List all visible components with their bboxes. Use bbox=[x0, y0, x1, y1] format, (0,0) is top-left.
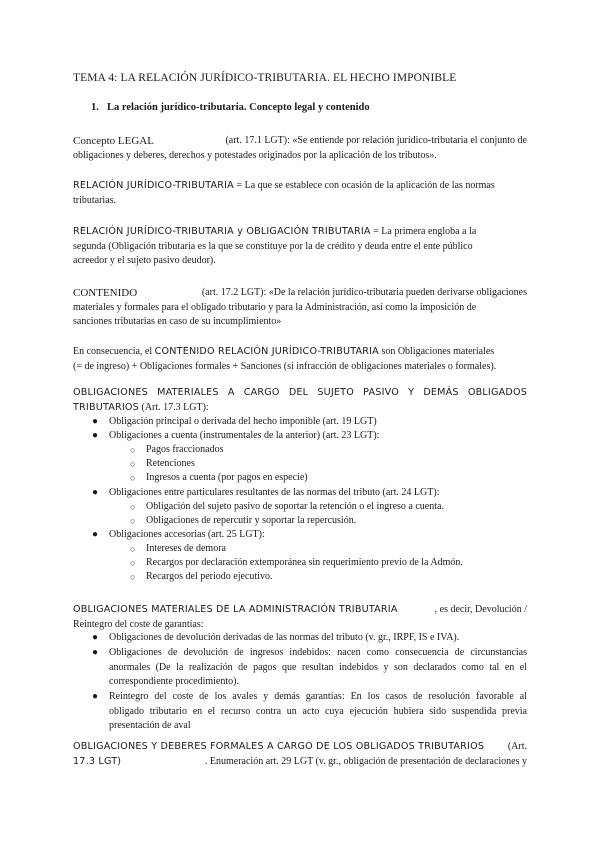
relacion-obligacion-lead: RELACIÓN JURÍDICO-TRIBUTARIA y OBLIGACIÓN TRIBUTARIA bbox=[73, 226, 371, 237]
paragraph-contenido bbox=[73, 286, 527, 330]
concepto-line2: obligaciones y deberes, derechos y potestades originados por la aplicación de los tributos». bbox=[73, 149, 437, 161]
formales-line2a: 17.3 LGT) bbox=[73, 755, 122, 767]
bullet-icon: ● bbox=[92, 487, 99, 498]
list-item: Obligaciones entre particulares resultantes de las normas del tributo (art. 24 LGT): bbox=[109, 487, 440, 498]
sub-bullet-icon: ○ bbox=[130, 558, 136, 568]
heading-materiales-sujeto-pasivo bbox=[73, 386, 527, 415]
paragraph-consecuencia bbox=[73, 345, 527, 374]
contenido-line2: materiales y formales para el obligado tributario y para la Administración, así como la imposición de bbox=[73, 301, 477, 313]
list-item: Obligación principal o derivada del hecho imponible (art. 19 LGT) bbox=[109, 416, 377, 427]
list-item: Obligaciones accesorias (art. 25 LGT): bbox=[109, 529, 265, 540]
adm-b3-line2: obligado tributario en el recurso contra un acto cuya ejecución hubiera sido suspendida previa bbox=[109, 705, 527, 717]
bullet-icon: ● bbox=[92, 416, 99, 427]
paragraph-relacion bbox=[73, 179, 527, 208]
sub-bullet-icon: ○ bbox=[130, 502, 136, 512]
formales-line2b: . Enumeración art. 29 LGT (v. gr., obligación de presentación de declaraciones y bbox=[204, 755, 527, 767]
relacion-obligacion-line3: acreedor y el sujeto pasivo deudor). bbox=[73, 255, 216, 266]
sub-list-item: Obligación del sujeto pasivo de soportar la retención o el ingreso a cuenta. bbox=[146, 501, 444, 512]
adm-b2-line3: correspondiente procedimiento). bbox=[109, 676, 239, 687]
sub-list-item: Obligaciones de repercutir y soportar la repercusión. bbox=[146, 515, 357, 526]
sub-list-item: Recargos del periodo ejecutivo. bbox=[146, 571, 273, 582]
contenido-line3: sanciones tributarias en caso de su incumplimiento» bbox=[73, 316, 282, 327]
paragraph-relacion-obligacion bbox=[73, 225, 527, 269]
bullet-icon: ● bbox=[92, 529, 99, 540]
sub-list-item: Intereses de demora bbox=[146, 543, 226, 554]
sub-bullet-icon: ○ bbox=[130, 473, 136, 483]
bullet-icon: ● bbox=[92, 632, 99, 643]
heading-materiales-administracion bbox=[73, 603, 527, 632]
sub-bullet-icon: ○ bbox=[130, 572, 136, 582]
page-title: TEMA 4: LA RELACIÓN JURÍDICO-TRIBUTARIA. EL HECHO IMPONIBLE bbox=[73, 72, 457, 84]
section-title: La relación jurídico-tributaria. Concepto legal y contenido bbox=[107, 102, 370, 113]
relacion-obligacion-line2: segunda (Obligación tributaria es la que se constituye por la de crédito y deuda entre el ente público bbox=[73, 240, 473, 252]
sub-list-item: Retenciones bbox=[146, 458, 195, 469]
adm-b3-line3: presentación de aval bbox=[109, 720, 191, 731]
sub-list-item: Recargos por declaración extemporánea sin requerimiento previo de la Admón. bbox=[146, 557, 463, 568]
section-number: 1. bbox=[91, 102, 99, 113]
materiales-adm-line1a: OBLIGACIONES MATERIALES DE LA ADMINISTRACIÓN TRIBUTARIA bbox=[73, 604, 398, 615]
concepto-line1: (art. 17.1 LGT): «Se entiende por relación jurídico-tributaria el conjunto de bbox=[225, 135, 527, 146]
list-item bbox=[109, 646, 527, 690]
formales-line1a: OBLIGACIONES Y DEBERES FORMALES A CARGO DE LOS OBLIGADOS TRIBUTARIOS bbox=[73, 741, 485, 752]
adm-b2-line1: Obligaciones de devolución de ingresos indebidos: nacen como consecuencia de circunstancias bbox=[109, 647, 527, 658]
sub-list-item: Ingresos a cuenta (por pagos en especie) bbox=[146, 472, 308, 483]
materiales-sp-line2a: TRIBUTARIOS bbox=[73, 401, 139, 413]
formales-line1b: (Art. bbox=[507, 741, 527, 752]
sub-bullet-icon: ○ bbox=[130, 459, 136, 469]
section-heading bbox=[91, 102, 370, 113]
list-item bbox=[109, 690, 527, 734]
heading-obligaciones-formales bbox=[73, 740, 527, 769]
consecuencia-line2: (= de ingreso) + Obligaciones formales + Sanciones (si infracción de obligaciones materiales o formales). bbox=[73, 360, 497, 372]
materiales-adm-line2: Reintegro del coste de garantías: bbox=[73, 618, 204, 630]
materiales-sp-line1: OBLIGACIONES MATERIALES A CARGO DEL SUJETO PASIVO Y DEMÁS OBLIGADOS bbox=[73, 387, 527, 398]
list-item: Obligaciones a cuenta (instrumentales de la anterior) (art. 23 LGT): bbox=[109, 430, 380, 441]
sub-bullet-icon: ○ bbox=[130, 445, 136, 455]
adm-b3-line1: Reintegro del coste de los avales y demás garantías: En los casos de resolución favorable al bbox=[109, 691, 527, 702]
consecuencia-text-c: son Obligaciones materiales bbox=[378, 346, 495, 357]
paragraph-concepto bbox=[73, 134, 527, 163]
relacion-line2: tributarias. bbox=[73, 194, 117, 206]
adm-b2-line2: anormales (De la realización de pagos que resultan indebidos y son declarados como tal en el bbox=[109, 661, 527, 673]
consecuencia-highlight: CONTENIDO RELACIÓN JURÍDICO-TRIBUTARIA bbox=[154, 346, 379, 357]
consecuencia-text-a: En consecuencia, el bbox=[73, 346, 155, 357]
contenido-line1: (art. 17.2 LGT): «De la relación jurídico-tributaria pueden derivarse obligaciones bbox=[201, 287, 527, 298]
sub-bullet-icon: ○ bbox=[130, 516, 136, 526]
relacion-obligacion-line1: = La primera engloba a la bbox=[370, 226, 477, 237]
materiales-sp-line2b: (Art. 17.3 LGT): bbox=[138, 401, 209, 413]
bullet-icon: ● bbox=[92, 647, 99, 658]
contenido-lead: CONTENIDO bbox=[73, 287, 138, 299]
list-item: Obligaciones de devolución derivadas de las normas del tributo (v. gr., IRPF, IS e IVA). bbox=[109, 632, 460, 643]
materiales-adm-line1b: , es decir, Devolución / bbox=[434, 604, 527, 615]
bullet-icon: ● bbox=[92, 691, 99, 702]
relacion-lead: RELACIÓN JURÍDICO-TRIBUTARIA bbox=[73, 180, 234, 191]
relacion-line1: = La que se establece con ocasión de la aplicación de las normas bbox=[233, 180, 495, 191]
bullet-icon: ● bbox=[92, 430, 99, 441]
sub-bullet-icon: ○ bbox=[130, 544, 136, 554]
sub-list-item: Pagos fraccionados bbox=[146, 444, 224, 455]
concepto-lead: Concepto LEGAL bbox=[73, 135, 154, 147]
